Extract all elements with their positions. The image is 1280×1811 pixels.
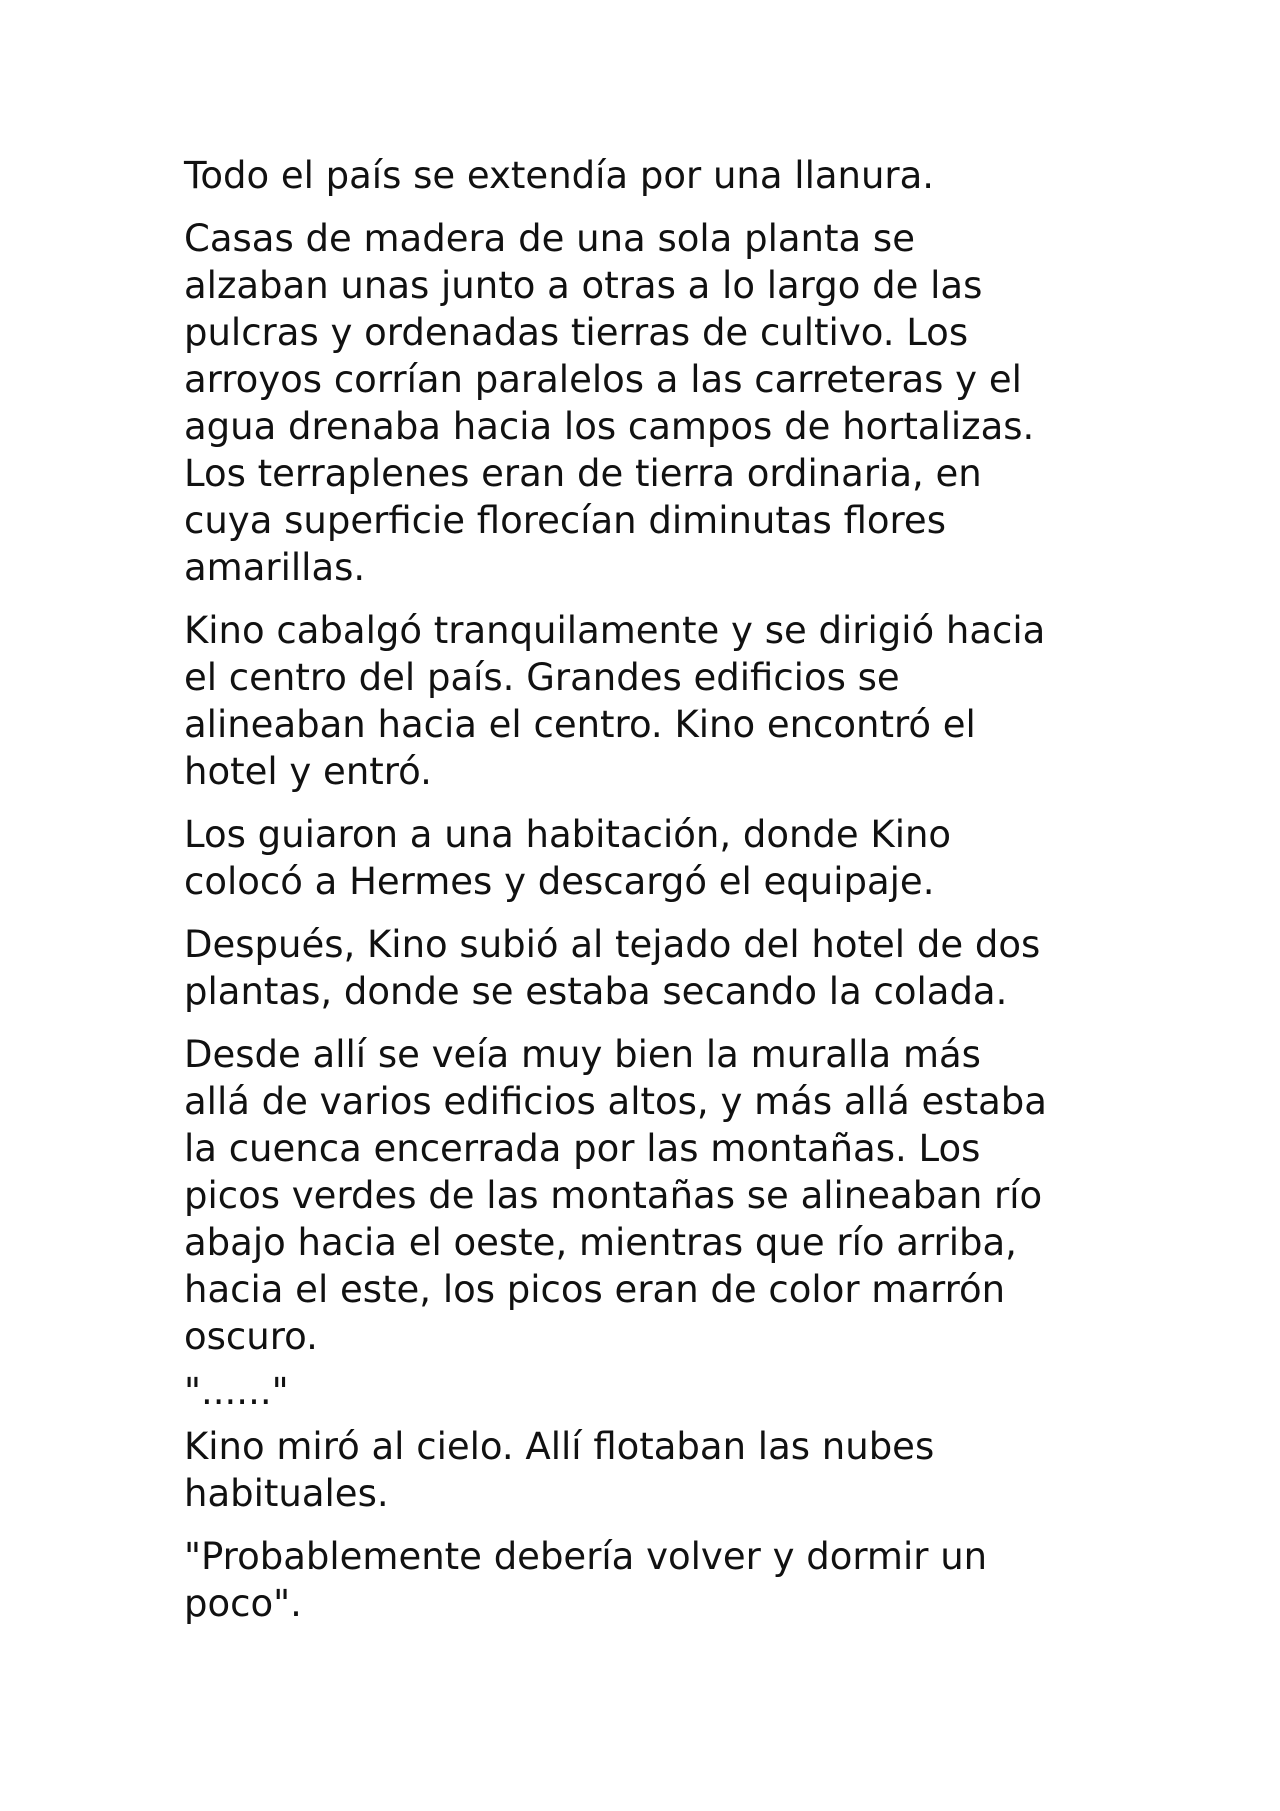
- text-line: Casas de madera de una sola planta se: [184, 217, 915, 260]
- paragraph-5: [184, 921, 1124, 1015]
- text-line: alzaban unas junto a otras a lo largo de las: [184, 264, 983, 307]
- text-line: "Probablemente debería volver y dormir un: [184, 1535, 988, 1578]
- text-line: hotel y entró.: [184, 750, 432, 793]
- paragraph-7: [184, 1368, 1124, 1415]
- text-line: Después, Kino subió al tejado del hotel de dos: [184, 923, 1041, 966]
- text-line: hacia el este, los picos eran de color marrón: [184, 1268, 1006, 1311]
- text-line: pulcras y ordenadas tierras de cultivo. Los: [184, 311, 969, 354]
- text-line: el centro del país. Grandes edificios se: [184, 656, 900, 699]
- text-line: allá de varios edificios altos, y más allá estaba: [184, 1080, 1047, 1123]
- text-line: la cuenca encerrada por las montañas. Los: [184, 1127, 981, 1170]
- text-line: "......": [184, 1370, 289, 1413]
- paragraph-9: [184, 1533, 1124, 1627]
- text-line: Los guiaron a una habitación, donde Kino: [184, 813, 952, 856]
- text-line: plantas, donde se estaba secando la colada.: [184, 970, 1008, 1013]
- text-line: picos verdes de las montañas se alineaban río: [184, 1174, 1043, 1217]
- text-line: Los terraplenes eran de tierra ordinaria, en: [184, 452, 982, 495]
- paragraph-1: [184, 152, 1124, 199]
- text-line: Desde allí se veía muy bien la muralla más: [184, 1033, 981, 1076]
- body-text: [184, 152, 1124, 1643]
- text-line: alineaban hacia el centro. Kino encontró el: [184, 703, 976, 746]
- text-line: agua drenaba hacia los campos de hortalizas.: [184, 405, 1035, 448]
- text-line: oscuro.: [184, 1315, 318, 1358]
- paragraph-2: [184, 215, 1124, 591]
- paragraph-3: [184, 607, 1124, 795]
- text-line: arroyos corrían paralelos a las carreteras y el: [184, 358, 1022, 401]
- text-line: cuya superficie florecían diminutas flores: [184, 499, 946, 542]
- text-line: colocó a Hermes y descargó el equipaje.: [184, 860, 935, 903]
- text-line: poco".: [184, 1582, 302, 1625]
- text-line: Kino miró al cielo. Allí flotaban las nubes: [184, 1425, 935, 1468]
- text-line: abajo hacia el oeste, mientras que río arriba,: [184, 1221, 1017, 1264]
- text-line: Todo el país se extendía por una llanura.: [184, 154, 935, 197]
- text-line: amarillas.: [184, 546, 366, 589]
- paragraph-4: [184, 811, 1124, 905]
- paragraph-8: [184, 1423, 1124, 1517]
- paragraph-6: [184, 1031, 1124, 1360]
- text-line: habituales.: [184, 1472, 389, 1515]
- text-line: Kino cabalgó tranquilamente y se dirigió hacia: [184, 609, 1046, 652]
